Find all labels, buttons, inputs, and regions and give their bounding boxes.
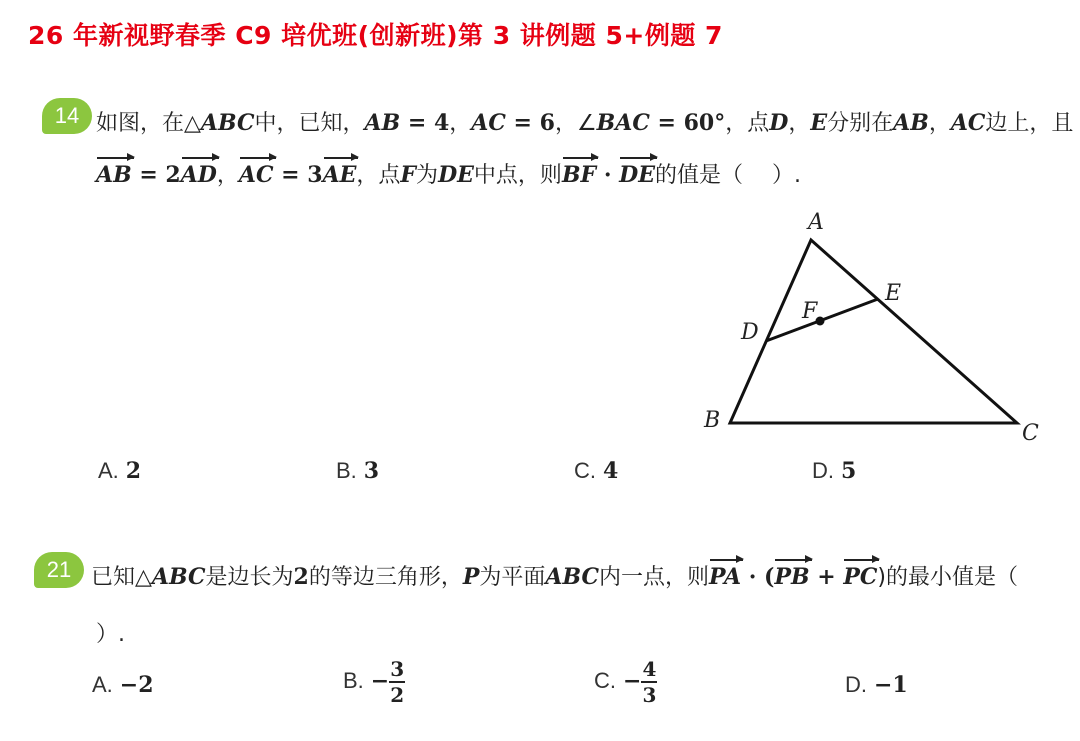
q21-line-1: 已知△ABC是边长为2的等边三角形，P为平面ABC内一点，则PA · (PB + PC)的最小值是（: [91, 564, 1018, 590]
fraction: $\frac{4}{3}$: [642, 657, 657, 707]
q14-option-c[interactable]: C. 4: [574, 458, 619, 484]
q14-option-d[interactable]: D. 5: [812, 458, 857, 484]
label-d: D: [741, 320, 759, 345]
q21-option-d[interactable]: D. −1: [845, 672, 908, 698]
label-b: B: [704, 408, 721, 433]
question-number-badge: 14: [42, 98, 92, 134]
q14-option-a[interactable]: A. 2: [98, 458, 142, 484]
label-f: F: [802, 299, 818, 324]
label-a: A: [808, 210, 824, 235]
q21-line-2: ）.: [96, 622, 125, 647]
page-title: 26 年新视野春季 C9 培优班(创新班)第 3 讲例题 5+例题 7: [28, 21, 723, 50]
question-number-badge: 21: [34, 552, 84, 588]
q14-line-1: 如图，在△ABC中，已知，AB = 4，AC = 6，∠BAC = 60°，点D，E分别在AB，AC边上，且: [96, 110, 1074, 136]
fraction: $\frac{3}{2}$: [390, 657, 405, 707]
triangle-abc: [730, 240, 1017, 423]
q14-option-b[interactable]: B. 3: [336, 458, 380, 484]
q14-line-2: AB = 2AD，AC = 3AE，点F为DE中点，则BF · DE的值是（ ）.: [96, 162, 801, 188]
label-e: E: [885, 281, 902, 306]
q21-option-c[interactable]: C. − $\frac{4}{3}$: [594, 657, 657, 707]
label-c: C: [1022, 421, 1039, 446]
triangle-figure: [690, 200, 1050, 450]
q21-option-b[interactable]: B. − $\frac{3}{2}$: [343, 657, 405, 707]
q21-option-a[interactable]: A. −2: [92, 672, 154, 698]
